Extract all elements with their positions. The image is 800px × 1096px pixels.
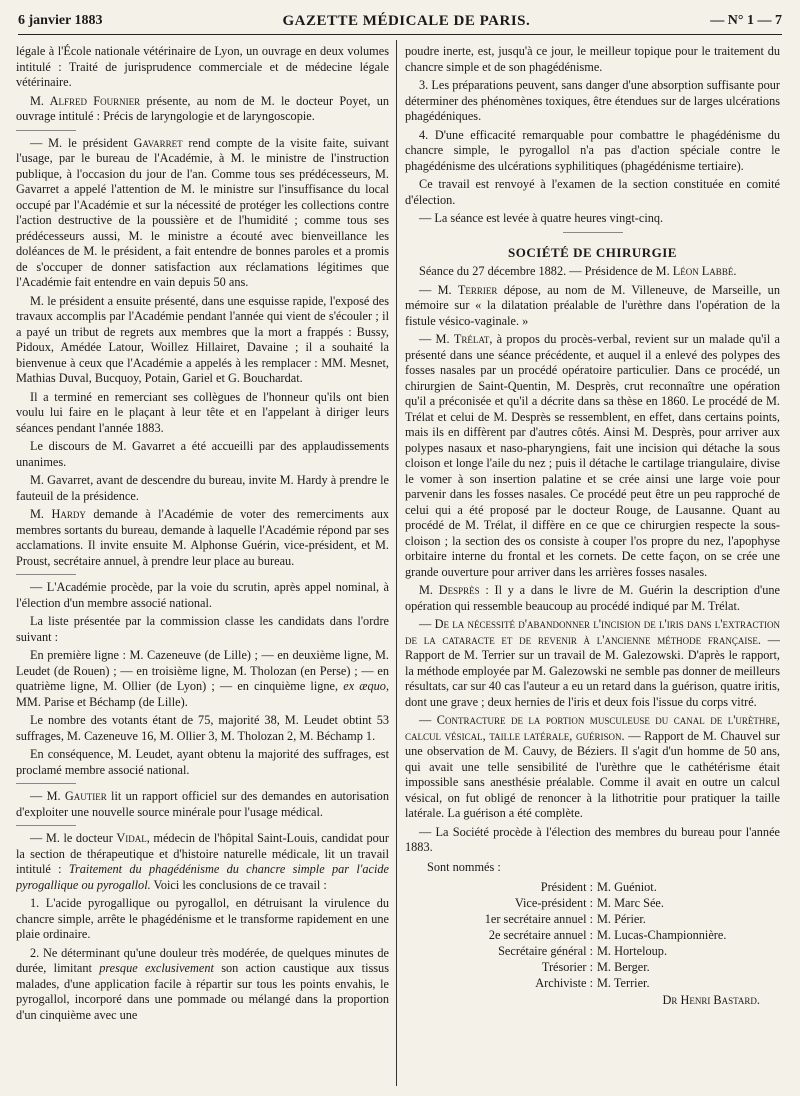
paragraph bbox=[405, 617, 780, 710]
officer-row bbox=[405, 895, 780, 911]
text-run: — Rapport de M. Terrier sur un travail de M. Galezowski. D'après le rapport, la méthode employée par M. Galezowski ne semble pas donner de meilleurs résultats, car sur 40 cas l'auteur a eu un retard dans la guérison, quatre iritis, dont une grave ; deux hernies de l'iris et deux fois l'issue du corps vitré. bbox=[405, 632, 780, 709]
italic-text: presque exclusivement bbox=[99, 961, 214, 975]
paragraph: Ce travail est renvoyé à l'examen de la section constituée en comité d'élection. bbox=[405, 177, 780, 207]
text-run: , MM. Parise et Béchamp (de Lille). bbox=[16, 679, 389, 709]
separator bbox=[16, 130, 76, 131]
article-heading: — Contracture de la portion musculeuse du canal de l'urèthre, calcul vésical, taille latérale, guérison. bbox=[405, 713, 780, 743]
text-run: Séance du 27 décembre 1882. — Présidence de M. bbox=[419, 264, 673, 278]
text-run: demande à l'Académie de voter des remerciments aux membres sortants du bureau, demande à laquelle l'Académie répond par ses acclamations. Il invite ensuite M. Alphonse Guérin, vice-président, et M. Proust, secrétaire annuel, à prendre leur place au bureau. bbox=[16, 507, 389, 568]
paragraph: En conséquence, M. Leudet, ayant obtenu la majorité des suffrages, est proclamé membre associé national. bbox=[16, 747, 389, 777]
officer-role: Archiviste : bbox=[535, 976, 593, 990]
header-title: GAZETTE MÉDICALE DE PARIS. bbox=[282, 12, 531, 29]
speaker-name: Trélat bbox=[453, 332, 490, 346]
officer-role: Trésorier : bbox=[541, 960, 593, 974]
officer-role: Président : bbox=[540, 880, 593, 894]
officer-row bbox=[405, 975, 780, 991]
speaker-name: M. Alfred Fournier bbox=[30, 93, 141, 108]
paragraph: M. le président a ensuite présenté, dans une esquisse rapide, l'exposé des travaux accomplis par l'Académie pendant l'année qui vient de s'écouler ; il a payé un tribut de regrets aux membres que la mort a frappés : Bussy, Pidoux, Amédée Latour, Woillez Hillairet, Davaine ; il a souhaité la bienvenue à ceux que l'Académie a appelés à les remplacer : MM. Mesnet, Mathias Duval, Bucquoy, Potain, Gariel et G. Bouchardat. bbox=[16, 293, 389, 385]
text-run: En première ligne : M. Cazeneuve (de Lille) ; — en deuxième ligne, M. Leudet (de Rouen) ; — en troisième ligne, M. Tholozan (en Perse) ; — en quatrième ligne, M. Ollier (de Lyon) ; — en cinquième ligne, bbox=[16, 648, 389, 693]
officer-role: 1er secrétaire annuel : bbox=[484, 912, 593, 926]
paragraph bbox=[405, 283, 780, 330]
paragraph bbox=[16, 94, 389, 125]
paragraph: Il a terminé en remerciant ses collègues de l'honneur qu'ils ont bien voulu lui faire en le plaçant à leur tête et en l'appelant à diriger leurs séances pendant l'année 1883. bbox=[16, 389, 389, 435]
speaker-name: Gavarret bbox=[133, 135, 183, 150]
text-run: son action caustique aux tissus malades, d'une application facile à répartir sur tous les points envahis, le pyrogallol, incorporé dans une pommade ou mélangé dans la proportion d'un cinquième avec une bbox=[16, 961, 389, 1022]
paragraph: — La Société procède à l'élection des membres du bureau pour l'année 1883. bbox=[405, 824, 780, 854]
officers-list bbox=[405, 879, 780, 991]
text-run: : Il y a dans le livre de M. Guérin la description d'une opération qui ressemble beaucoup au procédé indiqué par M. Trélat. bbox=[405, 583, 780, 613]
separator bbox=[16, 825, 76, 826]
paragraph: M. Gavarret, avant de descendre du bureau, invite M. Hardy à prendre le fauteuil de la présidence. bbox=[16, 473, 389, 503]
text-run: lit un rapport officiel sur des demandes en autorisation d'exploiter une nouvelle source minérale pour l'usage médical. bbox=[16, 789, 389, 819]
text-run: Voici les conclusions de ce travail : bbox=[150, 877, 327, 892]
paragraph: — La séance est levée à quatre heures vingt-cinq. bbox=[419, 211, 664, 225]
text-run: présente, au nom de M. le docteur Poyet, un ouvrage intitulé : Précis de laryngologie et de laryngoscopie. bbox=[16, 93, 389, 123]
paragraph bbox=[405, 713, 780, 822]
text-run: — M. le président bbox=[30, 135, 134, 150]
officer-name: M. Guéniot. bbox=[597, 880, 657, 894]
text-run: , à propos du procès-verbal, revient sur un malade qu'il a présenté dans une séance précédente, et auquel il a enlevé des polypes des fosses nasales par un procédé opératoire particulier. Dans ce procédé, un chirurgien de Saint-Quentin, M. Desprès, crut reconnaître une opération qu'il a préconisée et qu'il a décrite dans sa thèse en 1860. Le procédé de M. Trélat et celui de M. Desprès se ressemblent, en effet, dans certains points, mais ils en diffèrent par d'autres côtés. Ainsi M. Desprès, pour arriver aux polypes nasaux et naso-pharyngiens, fait une incision qui détache la sous cloison et longe l'aile du nez ; puis il détache le cartilage triangulaire, divise le vomer à son insertion palatine et se crée ainsi une large voie pour parvenir dans les fosses nasales. Ce procédé peut être un peu rapproché de celui qui a été proposé par le docteur Rouge, de Lausanne. Quant au procédé de M. Trélat, il diffère en ce que ce chirurgien respecte la sous-cloison ; la section des os consiste à couper l'os propre du nez, l'apophyse orbitaire interne du frontal et les cornets. De cette façon, on se crée une grande ouverture pour arriver dans les arrières fosses nasales. bbox=[405, 332, 780, 579]
officer-name: M. Horteloup. bbox=[597, 944, 668, 958]
page-header bbox=[18, 8, 782, 35]
text-run: — M. bbox=[419, 332, 454, 346]
paragraph: Le discours de M. Gavarret a été accueilli par des applaudissements unanimes. bbox=[16, 439, 389, 469]
officer-row bbox=[405, 927, 780, 943]
text-run: — M. bbox=[419, 282, 458, 297]
italic-title: Traitement du phagédénisme du chancre simple par l'acide pyrogallique ou pyrogallol. bbox=[16, 862, 389, 892]
paragraph: 3. Les préparations peuvent, sans danger d'une absorption suffisante pour déterminer des phénomènes toxiques, être étendues sur de larges ulcérations phagédéniques. bbox=[405, 78, 780, 123]
officer-name: M. Berger. bbox=[597, 960, 650, 974]
paragraph: 4. D'une efficacité remarquable pour combattre le phagédénisme du chancre simple, le pyrogallol n'a pas d'action spéciale contre le phagédénisme des ulcérations syphilitiques (phagédénisme tertiaire). bbox=[405, 127, 780, 173]
header-date: 6 janvier 1883 bbox=[18, 13, 103, 28]
speaker-name: M. Hardy bbox=[30, 507, 86, 521]
paragraph: poudre inerte, est, jusqu'à ce jour, le meilleur topique pour le traitement du chancre simple et de son phagédénisme. bbox=[405, 44, 780, 74]
officer-name: M. Marc Sée. bbox=[597, 896, 664, 910]
speaker-name: Terrier bbox=[457, 282, 498, 297]
left-column bbox=[16, 44, 389, 1088]
paragraph bbox=[16, 946, 389, 1024]
paragraph bbox=[405, 332, 780, 580]
text-run: dépose, au nom de M. Villeneuve, de Marseille, un mémoire sur « la dilatation préalable de l'urèthre dans l'opération de la fistule vésico-vaginale. » bbox=[405, 282, 780, 328]
officer-name: M. Lucas-Championnière. bbox=[597, 928, 727, 942]
author-signature: Dr Henri Bastard. bbox=[662, 993, 760, 1007]
header-page-number: — N° 1 — 7 bbox=[710, 13, 782, 28]
separator bbox=[563, 232, 623, 233]
paragraph bbox=[405, 583, 780, 614]
officer-name: M. Périer. bbox=[597, 912, 646, 926]
officer-name: M. Terrier. bbox=[597, 976, 650, 990]
session-line bbox=[405, 264, 780, 280]
officer-row bbox=[405, 943, 780, 959]
officer-role: 2e secrétaire annuel : bbox=[488, 928, 593, 942]
paragraph bbox=[16, 648, 389, 710]
speaker-name: Gautier bbox=[64, 789, 107, 803]
text-run: — M. le docteur bbox=[30, 831, 117, 845]
speaker-name: M. Desprès bbox=[419, 583, 480, 597]
officer-role: Vice-président : bbox=[514, 896, 593, 910]
elected-intro: Sont nommés : bbox=[427, 859, 501, 874]
paragraph: 1. L'acide pyrogallique ou pyrogallol, en détruisant la virulence du chancre simple, arrête le phagédénisme et le transforme rapidement en une plaie ordinaire. bbox=[16, 896, 389, 941]
right-column bbox=[405, 44, 780, 1088]
paragraph: — L'Académie procède, par la voie du scrutin, après appel nominal, à l'élection d'un membre associé national. bbox=[16, 580, 389, 610]
text-run: . bbox=[733, 264, 737, 278]
text-run: rend compte de la visite faite, suivant l'usage, par le bureau de l'Académie, à M. le ministre de l'instruction publique, à l'occasion du jour de l'an. Comme tous ses prédécesseurs, M. Gavarret a appelé l'attention de M. le ministre sur l'insuffisance du local occupé par l'Académie et sur la nécessité de protéger les collections contre l'action destructive de la poussière et de l'humidité ; comme tous ses prédécesseurs aussi, M. le ministre a écouté avec bienveillance les doléances de M. le président, a fait entendre de bonnes paroles et a promis de s'occuper de donner satisfaction aux réclamations légitimes que l'Académie fait entendre en vain depuis 50 ans. bbox=[16, 135, 389, 289]
separator bbox=[16, 783, 76, 784]
section-title: SOCIÉTÉ DE CHIRURGIE bbox=[508, 244, 677, 260]
speaker-name: Vidal bbox=[116, 831, 147, 845]
paragraph bbox=[16, 831, 389, 893]
paragraph: La liste présentée par la commission classe les candidats dans l'ordre suivant : bbox=[16, 614, 389, 644]
officer-row bbox=[405, 959, 780, 975]
paragraph: Le nombre des votants étant de 75, majorité 38, M. Leudet obtint 53 suffrages, M. Cazeneuve 16, M. Ollier 3, M. Tholozan 2, M. Béchamp 1. bbox=[16, 713, 389, 743]
article-heading: — De la nécessité d'abandonner l'incision de l'iris dans l'extraction de la cataracte et de revenir à l'ancienne méthode française. bbox=[405, 617, 780, 647]
italic-text: ex æquo bbox=[343, 679, 386, 693]
text-run: , médecin de l'hôpital Saint-Louis, candidat pour la section de thérapeutique et d'histoire naturelle médicale, lit un travail intitulé : bbox=[16, 831, 389, 876]
paragraph: légale à l'École nationale vétérinaire de Lyon, un ouvrage en deux volumes intitulé : Traité de jurisprudence commerciale et de médecine légale vétérinaire. bbox=[16, 44, 389, 89]
officer-role: Secrétaire général : bbox=[498, 944, 593, 958]
officer-row bbox=[405, 911, 780, 927]
text-run: — Rapport de M. Chauvel sur une observation de M. Cauvy, de Béziers. Il s'agit d'un homme de 50 ans, qui avait une telle sensibilité de l'urèthre que le cathétérisme était impossible sans anesthésie préalable. Comme il avait en outre un calcul vésical, on fut obligé de renoncer à la lithotritie pour pratiquer la taille latérale. La guérison a été complète. bbox=[405, 728, 780, 820]
text-run: — M. bbox=[30, 789, 65, 803]
officer-row bbox=[405, 879, 780, 895]
separator bbox=[16, 574, 76, 575]
paragraph bbox=[16, 789, 389, 820]
column-divider bbox=[396, 40, 397, 1086]
paragraph bbox=[16, 507, 389, 569]
president-name: Léon Labbé bbox=[672, 264, 734, 278]
paragraph bbox=[16, 136, 389, 291]
text-run: 2. Ne déterminant qu'une douleur très modérée, de quelques minutes de durée, limitant bbox=[16, 945, 389, 975]
